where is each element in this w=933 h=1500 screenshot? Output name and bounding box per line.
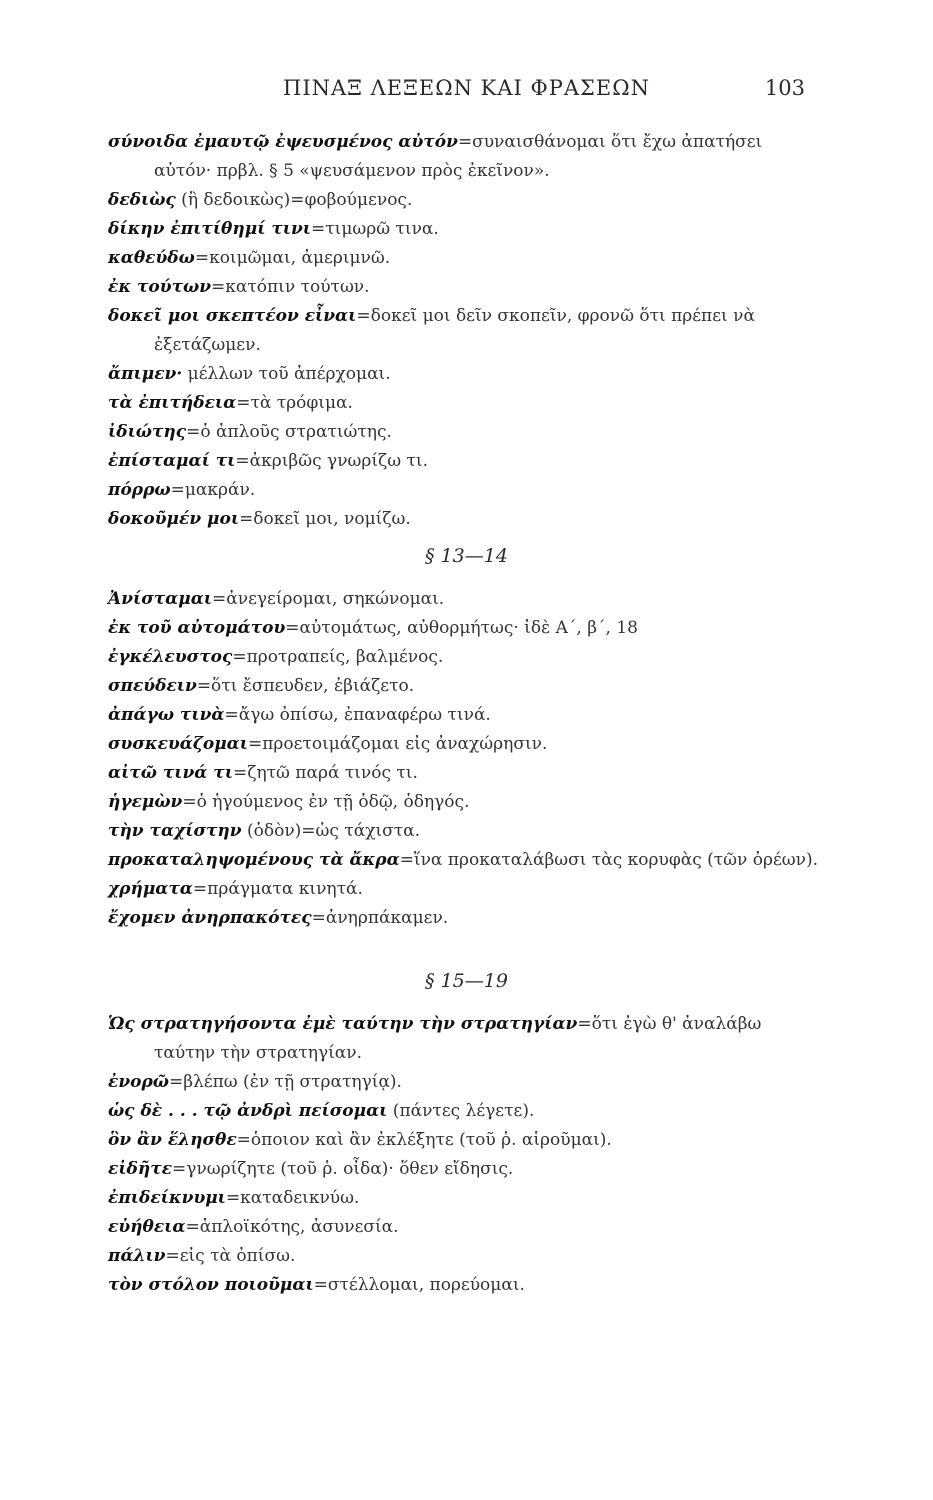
glossary-term: καθεύδω — [108, 248, 195, 268]
glossary-term: σπεύδειν — [108, 676, 197, 696]
glossary-term: αἰτῶ τινά τι — [108, 763, 233, 783]
glossary-term: Ἀνίσταμαι — [108, 589, 213, 609]
glossary-term: τὴν ταχίστην — [108, 821, 242, 841]
glossary-entry — [108, 875, 820, 904]
glossary-definition: =εἰς τὰ ὀπίσω. — [165, 1246, 296, 1266]
glossary-entry — [108, 1184, 820, 1213]
glossary-definition: =αὐτομάτως, αὐθορμήτως· ἰδὲ Α´, β´, 18 — [285, 618, 638, 638]
glossary-term: ἐγκέλευστος — [108, 647, 233, 667]
glossary-definition: =στέλλομαι, πορεύομαι. — [313, 1275, 525, 1295]
glossary-term: εὐήθεια — [108, 1217, 186, 1237]
glossary-entry — [108, 1213, 820, 1242]
glossary-definition: =κοιμῶμαι, ἀμεριμνῶ. — [194, 248, 391, 268]
glossary-term: ἡγεμὼν — [108, 792, 183, 812]
glossary-block-1 — [108, 128, 820, 534]
glossary-term: ὡς δὲ . . . τῷ ἀνδρὶ πείσομαι — [108, 1101, 388, 1121]
glossary-entry — [108, 389, 820, 418]
glossary-entry — [108, 1271, 820, 1300]
glossary-entry — [108, 701, 820, 730]
glossary-entry — [108, 1126, 820, 1155]
running-header: ΠΙΝΑΞ ΛΕΞΕΩΝ ΚΑΙ ΦΡΑΣΕΩΝ — [283, 76, 650, 100]
glossary-definition: (ἢ δεδοικὼς)=φοβούμενος. — [175, 190, 413, 210]
glossary-term: χρήματα — [108, 879, 193, 899]
glossary-definition: =ἀνηρπάκαμεν. — [311, 908, 449, 928]
glossary-definition: =τὰ τρόφιμα. — [236, 393, 353, 413]
glossary-definition: =καταδεικνύω. — [225, 1188, 360, 1208]
glossary-definition: =τιμωρῶ τινα. — [311, 219, 439, 239]
glossary-term: τὸν στόλον ποιοῦμαι — [108, 1275, 314, 1295]
glossary-definition: (ὁδὸν)=ὡς τάχιστα. — [241, 821, 421, 841]
glossary-entry — [108, 244, 820, 273]
glossary-entry — [108, 1068, 820, 1097]
glossary-entry — [108, 418, 820, 447]
glossary-entry — [108, 1242, 820, 1271]
glossary-entry — [108, 614, 820, 643]
glossary-entry — [108, 759, 820, 788]
glossary-entry — [108, 273, 820, 302]
glossary-block-2 — [108, 585, 820, 933]
glossary-definition: =ἁπλοϊκότης, ἀσυνεσία. — [185, 1217, 399, 1237]
glossary-definition: =βλέπω (ἐν τῇ στρατηγίᾳ). — [168, 1072, 402, 1092]
glossary-term: ἐκ τοῦ αὐτομάτου — [108, 618, 286, 638]
glossary-entry — [108, 476, 820, 505]
glossary-term: ἐνορῶ — [108, 1072, 169, 1092]
glossary-term: προκαταληψομένους τὰ ἄκρα — [108, 850, 400, 870]
glossary-entry — [108, 846, 820, 875]
glossary-term: σύνοιδα ἐμαυτῷ ἐψευσμένος αὐτόν — [108, 132, 458, 152]
glossary-definition: μέλλων τοῦ ἀπέρχομαι. — [182, 364, 391, 384]
glossary-term: ἐκ τούτων — [108, 277, 211, 297]
glossary-term: δοκεῖ μοι σκεπτέον εἶναι — [108, 306, 357, 326]
glossary-entry — [108, 128, 820, 186]
section-heading-15-19: § 15—19 — [425, 970, 508, 992]
glossary-definition: (πάντες λέγετε). — [387, 1101, 535, 1121]
glossary-term: ἄπιμεν· — [108, 364, 183, 384]
glossary-definition: =ὅτι ἐγὼ θ' ἀναλάβω ταύτην τὴν στρατηγίαν. — [154, 1014, 762, 1063]
glossary-definition: =κατόπιν τούτων. — [211, 277, 370, 297]
glossary-definition: =ὁ ἡγούμενος ἐν τῇ ὁδῷ, ὁδηγός. — [182, 792, 470, 812]
glossary-term: συσκευάζομαι — [108, 734, 248, 754]
glossary-entry — [108, 643, 820, 672]
glossary-term: δίκην ἐπιτίθημί τινι — [108, 219, 312, 239]
section-heading-13-14: § 13—14 — [425, 545, 508, 567]
glossary-definition: =προτραπείς, βαλμένος. — [232, 647, 444, 667]
glossary-definition: =ἀνεγείρομαι, σηκώνομαι. — [212, 589, 445, 609]
glossary-entry — [108, 215, 820, 244]
glossary-term: ἀπάγω τινὰ — [108, 705, 225, 725]
glossary-entry — [108, 360, 820, 389]
glossary-entry — [108, 1155, 820, 1184]
glossary-definition: =ἄγω ὀπίσω, ἐπαναφέρω τινά. — [224, 705, 491, 725]
glossary-definition: =πράγματα κινητά. — [192, 879, 363, 899]
glossary-term: τὰ ἐπιτήδεια — [108, 393, 237, 413]
glossary-entry — [108, 447, 820, 476]
glossary-definition: =ζητῶ παρά τινός τι. — [232, 763, 418, 783]
page-number: 103 — [764, 76, 805, 100]
glossary-entry — [108, 1097, 820, 1126]
glossary-term: ἰδιώτης — [108, 422, 187, 442]
glossary-entry — [108, 672, 820, 701]
glossary-entry — [108, 904, 820, 933]
glossary-term: ἐπιδείκνυμι — [108, 1188, 226, 1208]
glossary-entry — [108, 302, 820, 360]
glossary-definition: =γνωρίζητε (τοῦ ῥ. οἶδα)· ὅθεν εἴδησις. — [172, 1159, 514, 1179]
glossary-definition: =ἵνα προκαταλάβωσι τὰς κορυφὰς (τῶν ὀρέων). — [399, 850, 819, 870]
glossary-term: ὃν ἂν ἕλησθε — [108, 1130, 237, 1150]
glossary-entry — [108, 817, 820, 846]
glossary-entry — [108, 730, 820, 759]
glossary-definition: =προετοιμάζομαι εἰς ἀναχώρησιν. — [247, 734, 548, 754]
glossary-definition: =δοκεῖ μοι, νομίζω. — [239, 509, 411, 529]
glossary-entry — [108, 788, 820, 817]
glossary-term: ἔχομεν ἀνηρπακότες — [108, 908, 312, 928]
glossary-term: πόρρω — [108, 480, 171, 500]
glossary-entry — [108, 1010, 820, 1068]
glossary-term: δοκοῦμέν μοι — [108, 509, 240, 529]
glossary-definition: =ὅτι ἔσπευδεν, ἐβιάζετο. — [196, 676, 415, 696]
glossary-term: δεδιὼς — [108, 190, 176, 210]
glossary-term: εἰδῆτε — [108, 1159, 173, 1179]
glossary-term: ἐπίσταμαί τι — [108, 451, 236, 471]
glossary-definition: =συναισθάνομαι ὅτι ἔχω ἀπατήσει αὐτόν· πρβλ. § 5 «ψευσάμενον πρὸς ἐκεῖνον». — [154, 132, 763, 181]
glossary-definition: =μακράν. — [170, 480, 256, 500]
glossary-term: πάλιν — [108, 1246, 166, 1266]
glossary-definition: =ὁποιον καὶ ἂν ἐκλέξητε (τοῦ ῥ. αἱροῦμαι). — [236, 1130, 612, 1150]
glossary-definition: =ἀκριβῶς γνωρίζω τι. — [235, 451, 429, 471]
glossary-block-3 — [108, 1010, 820, 1300]
glossary-term: Ὡς στρατηγήσοντα ἐμὲ ταύτην τὴν στρατηγίαν — [108, 1014, 578, 1034]
glossary-definition: =δοκεῖ μοι δεῖν σκοπεῖν, φρονῶ ὅτι πρέπει νὰ ἐξετάζωμεν. — [154, 306, 755, 355]
glossary-entry — [108, 505, 820, 534]
glossary-entry — [108, 585, 820, 614]
glossary-definition: =ὁ ἁπλοῦς στρατιώτης. — [186, 422, 392, 442]
glossary-entry — [108, 186, 820, 215]
